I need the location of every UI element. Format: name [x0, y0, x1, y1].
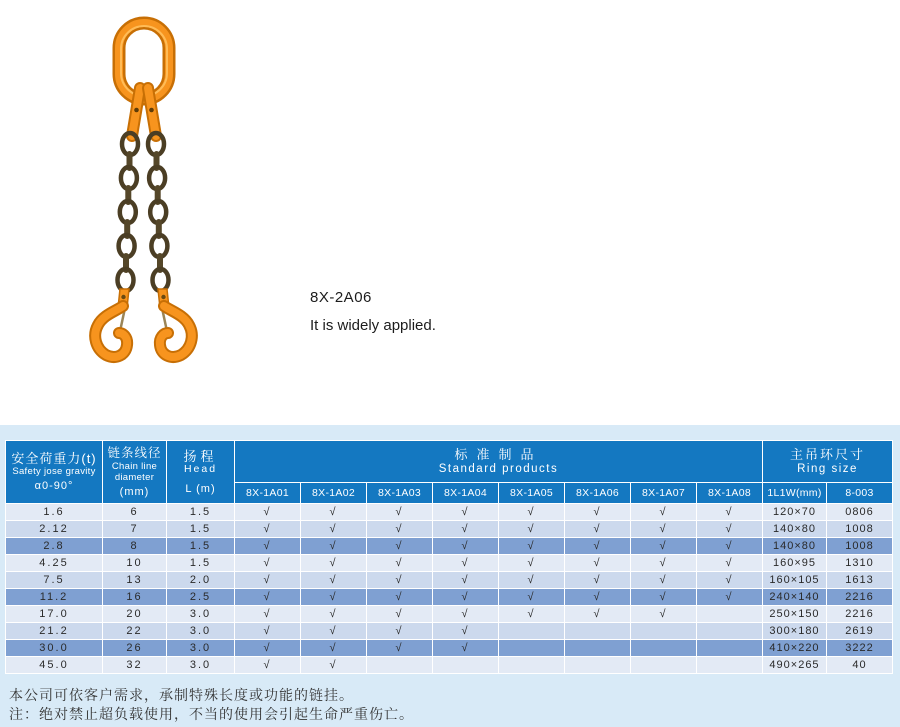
cell-check-8x-1a05: √	[499, 572, 565, 589]
sling-hook-left-icon	[95, 289, 129, 357]
cell-ring-code: 2619	[827, 623, 893, 640]
cell-ring-size: 490×265	[763, 657, 827, 674]
note-line-1: 本公司可依客户需求，承制特殊长度或功能的链挂。	[9, 687, 354, 703]
cell-check-8x-1a07	[631, 640, 697, 657]
cell-check-8x-1a05	[499, 640, 565, 657]
cell-safety-load: 45.0	[6, 657, 103, 674]
cell-safety-load: 17.0	[6, 606, 103, 623]
cell-check-8x-1a01: √	[235, 657, 301, 674]
spec-table-header	[6, 441, 893, 504]
sling-hook-right-icon	[158, 289, 192, 357]
note-line-2: 注：绝对禁止超负载使用，不当的使用会引起生命严重伤亡。	[9, 706, 414, 722]
cell-ring-size: 160×105	[763, 572, 827, 589]
cell-check-8x-1a06: √	[565, 504, 631, 521]
cell-check-8x-1a06: √	[565, 521, 631, 538]
cell-check-8x-1a02: √	[301, 538, 367, 555]
cell-check-8x-1a07	[631, 657, 697, 674]
cell-check-8x-1a07: √	[631, 606, 697, 623]
cell-ring-code: 1613	[827, 572, 893, 589]
cell-check-8x-1a02: √	[301, 640, 367, 657]
cell-check-8x-1a02: √	[301, 623, 367, 640]
cell-check-8x-1a05: √	[499, 504, 565, 521]
cell-check-8x-1a02: √	[301, 606, 367, 623]
cell-chain-diameter: 10	[103, 555, 167, 572]
cell-check-8x-1a02: √	[301, 521, 367, 538]
table-row	[6, 623, 893, 640]
cell-head: 1.5	[167, 504, 235, 521]
cell-safety-load: 30.0	[6, 640, 103, 657]
cell-check-8x-1a05	[499, 657, 565, 674]
cell-check-8x-1a01: √	[235, 504, 301, 521]
cell-ring-size: 410×220	[763, 640, 827, 657]
cell-check-8x-1a08: √	[697, 538, 763, 555]
cell-check-8x-1a06: √	[565, 589, 631, 606]
column-header-chain-diameter-en1: Chain line	[111, 460, 158, 472]
cell-check-8x-1a08	[697, 657, 763, 674]
group-header-ring-size-zh: 主吊环尺寸	[789, 447, 865, 462]
table-row	[6, 589, 893, 606]
cell-ring-size: 300×180	[763, 623, 827, 640]
group-header-standard-products	[235, 441, 763, 483]
cell-check-8x-1a02: √	[301, 657, 367, 674]
spec-table-body	[6, 504, 893, 674]
cell-check-8x-1a08: √	[697, 504, 763, 521]
cell-check-8x-1a03: √	[367, 555, 433, 572]
group-header-ring-size	[763, 441, 893, 483]
table-row	[6, 657, 893, 674]
cell-head: 3.0	[167, 657, 235, 674]
table-row	[6, 521, 893, 538]
cell-head: 2.0	[167, 572, 235, 589]
cell-check-8x-1a03: √	[367, 606, 433, 623]
column-header-chain-diameter-en2: diameter	[114, 471, 155, 483]
column-header-safety-load	[6, 441, 103, 504]
cell-check-8x-1a05: √	[499, 606, 565, 623]
subcolumn-header-8x-1a02: 8X-1A02	[301, 483, 367, 504]
cell-check-8x-1a02: √	[301, 504, 367, 521]
cell-check-8x-1a06	[565, 640, 631, 657]
cell-check-8x-1a06	[565, 623, 631, 640]
cell-head: 1.5	[167, 538, 235, 555]
cell-head: 3.0	[167, 623, 235, 640]
cell-check-8x-1a07: √	[631, 504, 697, 521]
table-row	[6, 606, 893, 623]
cell-ring-code: 1008	[827, 521, 893, 538]
cell-check-8x-1a04	[433, 657, 499, 674]
connector-link-left-icon	[132, 88, 140, 136]
footer-notes	[9, 686, 414, 724]
cell-check-8x-1a07	[631, 623, 697, 640]
column-header-head-unit: L (m)	[185, 482, 216, 495]
table-row	[6, 640, 893, 657]
group-header-standard-products-zh: 标准制品	[454, 447, 543, 462]
cell-ring-size: 140×80	[763, 521, 827, 538]
subcolumn-header-ring-lw: 1L1W(mm)	[763, 483, 827, 504]
column-header-chain-diameter-unit: (mm)	[119, 485, 150, 498]
cell-chain-diameter: 8	[103, 538, 167, 555]
cell-chain-diameter: 7	[103, 521, 167, 538]
cell-ring-code: 40	[827, 657, 893, 674]
cell-check-8x-1a08: √	[697, 521, 763, 538]
table-row	[6, 555, 893, 572]
cell-ring-size: 160×95	[763, 555, 827, 572]
cell-safety-load: 21.2	[6, 623, 103, 640]
cell-check-8x-1a07: √	[631, 555, 697, 572]
cell-check-8x-1a07: √	[631, 521, 697, 538]
cell-ring-size: 120×70	[763, 504, 827, 521]
cell-ring-code: 3222	[827, 640, 893, 657]
cell-check-8x-1a08: √	[697, 555, 763, 572]
cell-check-8x-1a01: √	[235, 640, 301, 657]
cell-check-8x-1a07: √	[631, 589, 697, 606]
product-model: 8X-2A06	[310, 289, 372, 306]
column-header-safety-load-zh: 安全荷重力(t)	[11, 451, 97, 466]
product-image-chain-sling	[40, 8, 280, 370]
cell-ring-size: 240×140	[763, 589, 827, 606]
cell-check-8x-1a07: √	[631, 538, 697, 555]
cell-check-8x-1a08: √	[697, 572, 763, 589]
cell-check-8x-1a04: √	[433, 521, 499, 538]
product-description: It is widely applied.	[310, 317, 436, 334]
cell-chain-diameter: 26	[103, 640, 167, 657]
cell-head: 1.5	[167, 555, 235, 572]
subcolumn-header-8x-1a04: 8X-1A04	[433, 483, 499, 504]
subcolumn-header-8x-1a07: 8X-1A07	[631, 483, 697, 504]
table-row	[6, 504, 893, 521]
column-header-head	[167, 441, 235, 504]
cell-check-8x-1a01: √	[235, 572, 301, 589]
spec-table	[5, 440, 893, 674]
cell-check-8x-1a08: √	[697, 589, 763, 606]
product-caption	[310, 289, 436, 334]
cell-check-8x-1a06: √	[565, 572, 631, 589]
cell-check-8x-1a04: √	[433, 623, 499, 640]
cell-ring-code: 2216	[827, 606, 893, 623]
cell-check-8x-1a01: √	[235, 538, 301, 555]
cell-chain-diameter: 20	[103, 606, 167, 623]
cell-head: 1.5	[167, 521, 235, 538]
cell-check-8x-1a04: √	[433, 640, 499, 657]
cell-check-8x-1a08	[697, 640, 763, 657]
cell-ring-code: 2216	[827, 589, 893, 606]
cell-check-8x-1a03	[367, 657, 433, 674]
column-header-chain-diameter-zh: 链条线径	[107, 445, 162, 460]
cell-check-8x-1a02: √	[301, 555, 367, 572]
cell-check-8x-1a03: √	[367, 521, 433, 538]
subcolumn-header-8x-1a05: 8X-1A05	[499, 483, 565, 504]
column-header-chain-diameter	[103, 441, 167, 504]
subcolumn-header-8x-1a08: 8X-1A08	[697, 483, 763, 504]
cell-check-8x-1a05: √	[499, 538, 565, 555]
chain-leg-right-icon	[148, 133, 169, 291]
column-header-head-en: Head	[183, 462, 218, 475]
cell-safety-load: 2.12	[6, 521, 103, 538]
cell-ring-code: 0806	[827, 504, 893, 521]
cell-check-8x-1a04: √	[433, 589, 499, 606]
cell-check-8x-1a03: √	[367, 589, 433, 606]
cell-chain-diameter: 32	[103, 657, 167, 674]
cell-chain-diameter: 6	[103, 504, 167, 521]
chain-leg-left-icon	[118, 133, 139, 291]
cell-check-8x-1a03: √	[367, 640, 433, 657]
cell-safety-load: 1.6	[6, 504, 103, 521]
cell-check-8x-1a06: √	[565, 606, 631, 623]
cell-ring-code: 1008	[827, 538, 893, 555]
cell-check-8x-1a01: √	[235, 623, 301, 640]
subcolumn-header-8x-1a01: 8X-1A01	[235, 483, 301, 504]
column-header-safety-load-range: α0-90°	[34, 480, 74, 492]
cell-check-8x-1a04: √	[433, 606, 499, 623]
cell-ring-size: 140×80	[763, 538, 827, 555]
cell-check-8x-1a08	[697, 623, 763, 640]
cell-check-8x-1a05: √	[499, 555, 565, 572]
cell-check-8x-1a05: √	[499, 521, 565, 538]
cell-check-8x-1a03: √	[367, 538, 433, 555]
cell-check-8x-1a01: √	[235, 521, 301, 538]
subcolumn-header-8x-1a06: 8X-1A06	[565, 483, 631, 504]
group-header-ring-size-en: Ring size	[797, 463, 858, 475]
cell-chain-diameter: 13	[103, 572, 167, 589]
cell-check-8x-1a03: √	[367, 504, 433, 521]
cell-check-8x-1a02: √	[301, 572, 367, 589]
group-header-standard-products-en: Standard products	[438, 463, 559, 475]
cell-chain-diameter: 16	[103, 589, 167, 606]
connector-link-right-icon	[148, 88, 156, 136]
cell-chain-diameter: 22	[103, 623, 167, 640]
cell-check-8x-1a04: √	[433, 572, 499, 589]
cell-check-8x-1a04: √	[433, 504, 499, 521]
column-header-safety-load-en: Safety jose gravity	[12, 466, 96, 477]
cell-head: 2.5	[167, 589, 235, 606]
cell-check-8x-1a03: √	[367, 623, 433, 640]
cell-safety-load: 2.8	[6, 538, 103, 555]
cell-check-8x-1a01: √	[235, 589, 301, 606]
cell-safety-load: 7.5	[6, 572, 103, 589]
cell-check-8x-1a04: √	[433, 538, 499, 555]
column-header-head-zh: 扬程	[183, 448, 218, 464]
chain-sling-illustration	[40, 8, 280, 370]
cell-check-8x-1a06: √	[565, 538, 631, 555]
table-row	[6, 538, 893, 555]
subcolumn-header-8x-1a03: 8X-1A03	[367, 483, 433, 504]
cell-check-8x-1a01: √	[235, 555, 301, 572]
cell-check-8x-1a06: √	[565, 555, 631, 572]
cell-check-8x-1a07: √	[631, 572, 697, 589]
cell-check-8x-1a04: √	[433, 555, 499, 572]
cell-head: 3.0	[167, 640, 235, 657]
cell-ring-size: 250×150	[763, 606, 827, 623]
cell-check-8x-1a08	[697, 606, 763, 623]
cell-head: 3.0	[167, 606, 235, 623]
subcolumn-header-ring-code: 8-003	[827, 483, 893, 504]
cell-safety-load: 11.2	[6, 589, 103, 606]
table-row	[6, 572, 893, 589]
cell-check-8x-1a05: √	[499, 589, 565, 606]
cell-check-8x-1a02: √	[301, 589, 367, 606]
cell-check-8x-1a06	[565, 657, 631, 674]
cell-ring-code: 1310	[827, 555, 893, 572]
cell-check-8x-1a01: √	[235, 606, 301, 623]
cell-check-8x-1a03: √	[367, 572, 433, 589]
cell-safety-load: 4.25	[6, 555, 103, 572]
cell-check-8x-1a05	[499, 623, 565, 640]
spec-section	[0, 425, 900, 727]
